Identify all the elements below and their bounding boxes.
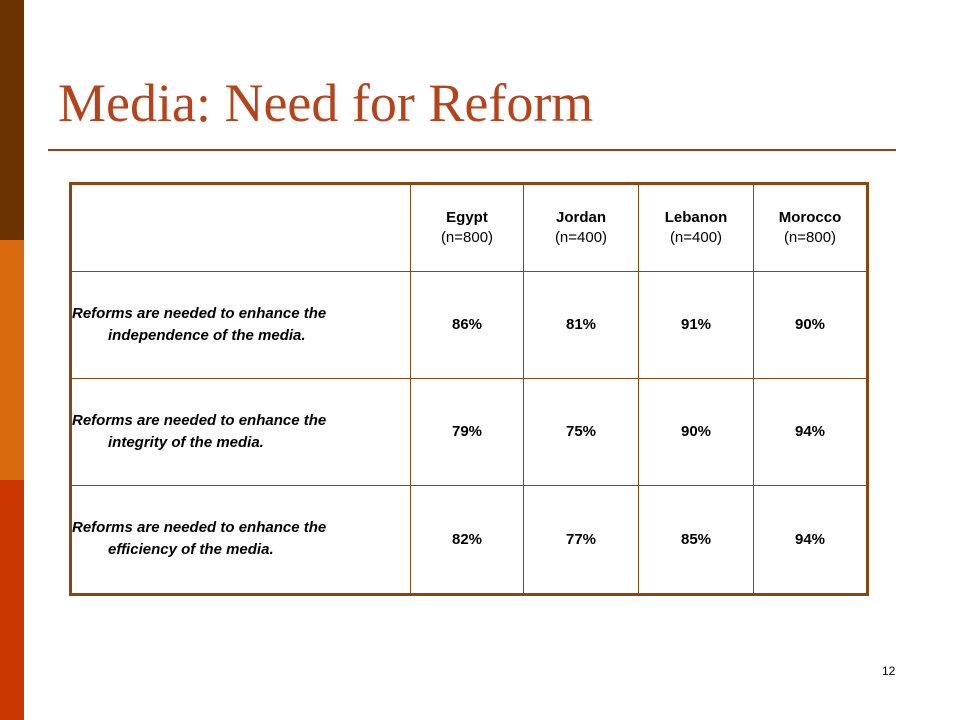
sidebar-accent-top — [0, 0, 24, 240]
value-cell: 79% — [411, 378, 524, 485]
column-sample-size: (n=400) — [669, 229, 723, 246]
table-row — [71, 485, 868, 594]
page-number: 12 — [882, 664, 896, 678]
column-name: Egypt — [446, 209, 488, 226]
row-label — [71, 272, 411, 379]
row-label-line: integrity of the media. — [108, 433, 264, 451]
column-name: Lebanon — [664, 209, 728, 226]
column-header-lebanon — [639, 184, 754, 272]
row-label-line: Reforms are needed to enhance the — [72, 304, 327, 322]
table-row — [71, 272, 868, 379]
value-cell: 86% — [411, 272, 524, 379]
title-underline — [48, 149, 896, 151]
column-header-morocco — [754, 184, 868, 272]
value-cell: 91% — [639, 272, 754, 379]
slide-title: Media: Need for Reform — [58, 73, 594, 133]
column-sample-size: (n=800) — [440, 229, 494, 246]
column-header-jordan — [524, 184, 639, 272]
value-cell: 75% — [524, 378, 639, 485]
column-sample-size: (n=400) — [554, 229, 608, 246]
value-cell: 82% — [411, 485, 524, 594]
table-header-row — [71, 184, 868, 272]
value-cell: 81% — [524, 272, 639, 379]
column-name: Jordan — [555, 209, 606, 226]
column-header-egypt — [411, 184, 524, 272]
row-label-line: independence of the media. — [108, 326, 306, 344]
header-empty-cell — [71, 184, 411, 272]
column-name: Morocco — [778, 209, 842, 226]
value-cell: 90% — [754, 272, 868, 379]
sidebar-accent-middle — [0, 240, 24, 480]
value-cell: 94% — [754, 485, 868, 594]
row-label-line: Reforms are needed to enhance the — [72, 411, 327, 429]
value-cell: 85% — [639, 485, 754, 594]
row-label — [71, 485, 411, 594]
table-row — [71, 378, 868, 485]
row-label — [71, 378, 411, 485]
column-sample-size: (n=800) — [783, 229, 837, 246]
sidebar-accent-bottom — [0, 480, 24, 720]
value-cell: 77% — [524, 485, 639, 594]
row-label-line: efficiency of the media. — [108, 541, 274, 559]
row-label-line: Reforms are needed to enhance the — [72, 519, 327, 537]
survey-table — [69, 182, 869, 596]
value-cell: 94% — [754, 378, 868, 485]
value-cell: 90% — [639, 378, 754, 485]
